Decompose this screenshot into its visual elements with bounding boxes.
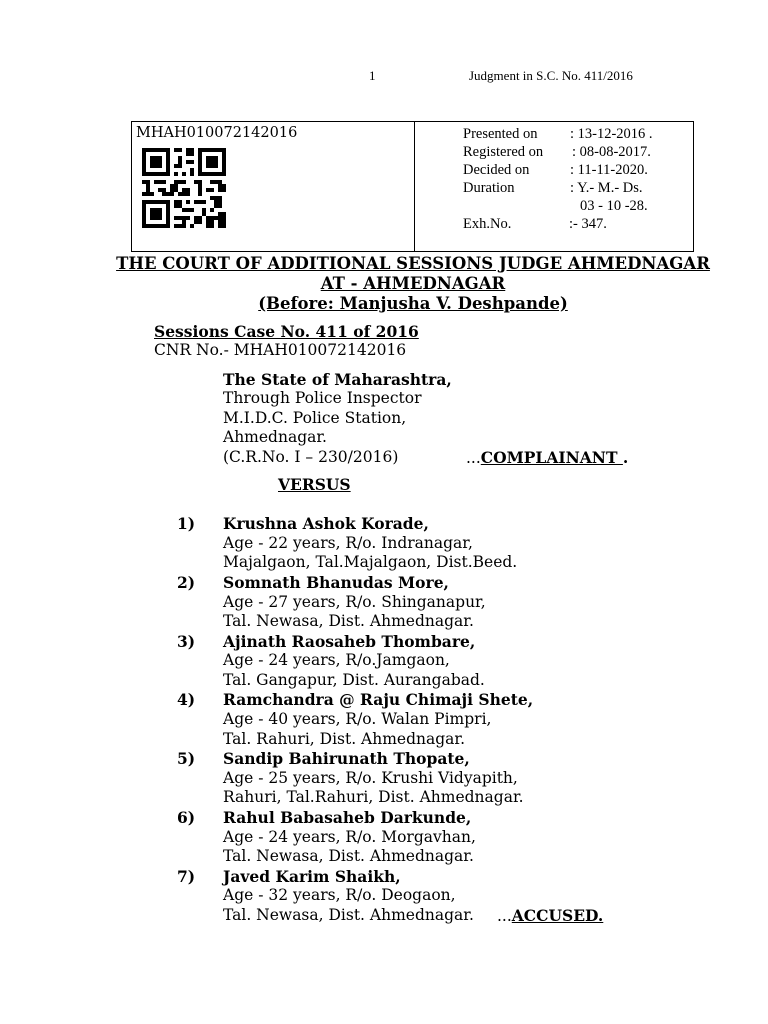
presiding-judge: (Before: Manjusha V. Deshpande) bbox=[258, 294, 568, 313]
accused-name: Somnath Bhanudas More, bbox=[223, 573, 449, 592]
date-value: : Y.- M.- Ds. bbox=[570, 180, 643, 196]
page-number: 1 bbox=[369, 68, 376, 83]
judgment-reference: Judgment in S.C. No. 411/2016 bbox=[469, 68, 633, 83]
complainant-line: Through Police Inspector bbox=[223, 389, 422, 407]
accused-number: 2) bbox=[177, 573, 196, 592]
box-divider bbox=[414, 122, 415, 251]
date-label: Decided on bbox=[463, 162, 530, 178]
accused-name: Javed Karim Shaikh, bbox=[223, 867, 401, 886]
date-value: : 13-12-2016 . bbox=[570, 126, 653, 142]
accused-name: Krushna Ashok Korade, bbox=[223, 514, 429, 533]
accused-number: 3) bbox=[177, 632, 196, 651]
versus-heading: VERSUS bbox=[278, 475, 351, 494]
role-label: ACCUSED. bbox=[511, 906, 604, 925]
complainant-name: The State of Maharashtra, bbox=[223, 370, 452, 389]
accused-number: 4) bbox=[177, 690, 196, 709]
accused-number: 1) bbox=[177, 514, 196, 533]
date-label: Presented on bbox=[463, 126, 538, 142]
accused-detail: Tal. Rahuri, Dist. Ahmednagar. bbox=[223, 730, 466, 748]
court-title: THE COURT OF ADDITIONAL SESSIONS JUDGE AHMEDNAGAR bbox=[116, 254, 710, 273]
accused-number: 5) bbox=[177, 749, 196, 768]
date-value: : 11-11-2020. bbox=[570, 162, 648, 178]
date-value: : 08-08-2017. bbox=[572, 144, 651, 160]
accused-number: 7) bbox=[177, 867, 196, 886]
date-label: Exh.No. bbox=[463, 216, 512, 232]
accused-detail: Age - 24 years, R/o.Jamgaon, bbox=[223, 651, 450, 669]
case-info-box bbox=[131, 121, 694, 252]
accused-detail: Tal. Newasa, Dist. Ahmednagar. bbox=[223, 612, 474, 630]
complainant-line: M.I.D.C. Police Station, bbox=[223, 409, 407, 427]
sessions-case-number: Sessions Case No. 411 of 2016 bbox=[154, 322, 419, 341]
accused-number: 6) bbox=[177, 808, 196, 827]
role-suffix: . bbox=[622, 448, 629, 467]
role-prefix: ... bbox=[466, 449, 481, 467]
date-value: :- 347. bbox=[569, 216, 607, 232]
complainant-role bbox=[466, 448, 628, 467]
accused-name: Ajinath Raosaheb Thombare, bbox=[223, 632, 476, 651]
accused-detail: Age - 40 years, R/o. Walan Pimpri, bbox=[223, 710, 492, 728]
cnr-number: CNR No.- MHAH010072142016 bbox=[154, 341, 407, 359]
accused-detail: Rahuri, Tal.Rahuri, Dist. Ahmednagar. bbox=[223, 788, 524, 806]
date-label: Duration bbox=[463, 180, 515, 196]
court-location: AT - AHMEDNAGAR bbox=[320, 274, 506, 293]
accused-name: Sandip Bahirunath Thopate, bbox=[223, 749, 470, 768]
role-prefix: ... bbox=[497, 907, 512, 925]
accused-name: Ramchandra @ Raju Chimaji Shete, bbox=[223, 690, 534, 709]
accused-detail: Age - 25 years, R/o. Krushi Vidyapith, bbox=[223, 769, 518, 787]
accused-name: Rahul Babasaheb Darkunde, bbox=[223, 808, 472, 827]
accused-detail: Age - 22 years, R/o. Indranagar, bbox=[223, 534, 473, 552]
role-label: COMPLAINANT bbox=[480, 448, 623, 467]
accused-detail: Tal. Newasa, Dist. Ahmednagar. bbox=[223, 906, 474, 924]
accused-detail: Age - 27 years, R/o. Shinganapur, bbox=[223, 593, 486, 611]
date-label: Registered on bbox=[463, 144, 544, 160]
qr-code-icon bbox=[142, 148, 226, 228]
cnr-code: MHAH010072142016 bbox=[136, 125, 298, 141]
accused-role bbox=[497, 906, 603, 925]
accused-detail: Tal. Gangapur, Dist. Aurangabad. bbox=[223, 671, 485, 689]
complainant-line: Ahmednagar. bbox=[223, 428, 327, 446]
accused-detail: Age - 24 years, R/o. Morgavhan, bbox=[223, 828, 476, 846]
date-value: 03 - 10 -28. bbox=[580, 198, 648, 214]
crime-register-number: (C.R.No. I – 230/2016) bbox=[223, 448, 399, 466]
accused-detail: Majalgaon, Tal.Majalgaon, Dist.Beed. bbox=[223, 553, 518, 571]
accused-detail: Tal. Newasa, Dist. Ahmednagar. bbox=[223, 847, 474, 865]
accused-detail: Age - 32 years, R/o. Deogaon, bbox=[223, 886, 456, 904]
